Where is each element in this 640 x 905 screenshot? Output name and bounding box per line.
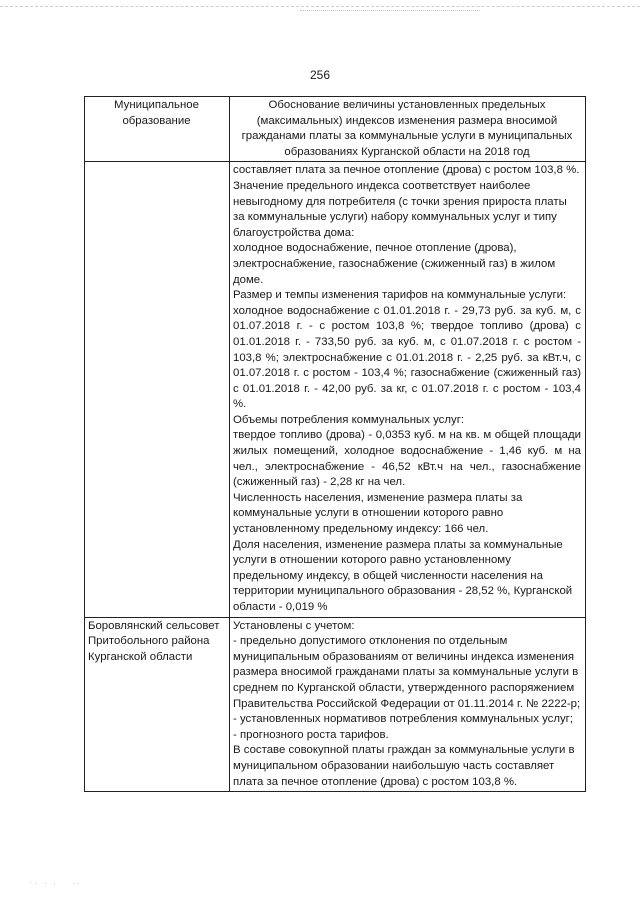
justification-table — [84, 96, 586, 792]
paragraph: - установленных нормативов потребления коммунальных услуг; — [233, 713, 573, 726]
row2-justification — [230, 617, 586, 792]
row1-municipality — [85, 162, 230, 617]
paragraph: Размер и темпы изменения тарифов на коммунальные услуги: — [233, 289, 567, 302]
paragraph: Установлены с учетом: — [233, 619, 355, 632]
paragraph: Объемы потребления коммунальных услуг: — [233, 413, 465, 426]
row1-justification — [230, 162, 586, 617]
scan-artifact-bottom: ·. . . .. — [30, 880, 82, 886]
header-municipality: Муниципальное образование — [85, 97, 230, 162]
row2-municipality: Боровлянский сельсовет Притобольного района Курганской области — [85, 617, 230, 792]
paragraph: Значение предельного индекса соответствует наиболее невыгодному для потребителя (с точки зрения прироста платы за коммунальные услуги) набору коммунальных услуг и типу благоустройства дома: — [233, 179, 567, 239]
page-number: 256 — [309, 68, 331, 82]
paragraph: составляет плата за печное отопление (дрова) с ростом 103,8 %. — [233, 164, 580, 177]
table-row — [85, 162, 586, 617]
paragraph: - прогнозного роста тарифов. — [233, 728, 389, 741]
table-header-row — [85, 97, 586, 162]
scan-artifact-top-dots — [300, 10, 480, 11]
table-row — [85, 617, 586, 792]
paragraph: В составе совокупной платы граждан за коммунальные услуги в муниципальном образовании наибольшую часть составляет плата за печное отопление (дрова) с ростом 103,8 %. — [233, 744, 575, 788]
header-justification: Обоснование величины установленных предельных (максимальных) индексов изменения размера вносимой гражданами платы за коммунальные услуги в муниципальных образованиях Курганской области на 2018 год — [230, 97, 586, 162]
paragraph: - предельно допустимого отклонения по отдельным муниципальным образованиям от величины индекса изменения размера вносимой гражданами платы за коммунальные услуги в среднем по Курганской области, утвержденного распоряжением Правительства Российской Федерации от 01.11.2014 г. № 2222-р; — [233, 635, 581, 710]
paragraph: Доля населения, изменение размера платы за коммунальные услуги в отношении которого равно установленному предельному индексу, в общей численности населения на территории муниципального образования - 28,52 %, Курганской области - 0,019 % — [233, 538, 573, 613]
paragraph: холодное водоснабжение с 01.01.2018 г. - 29,73 руб. за куб. м, с 01.07.2018 г. - с ростом 103,8 %; твердое топливо (дрова) с 01.01.2018 г. - 733,50 руб. за куб. м, с 01.07.2018 г. с ростом - 103,8 %; электроснабжение с 01.01.2018 г. - 2,25 руб. за кВт.ч, с 01.07.2018 г. с ростом - 103,4 %; газоснабжение (сжиженный газ) с 01.01.2018 г. - 42,00 руб. за кг, с 01.07.2018 г. с ростом - 103,4 %. — [233, 304, 581, 411]
paragraph: Численность населения, изменение размера платы за коммунальные услуги в отношении которого равно установленному предельному индексу: 166 чел. — [233, 491, 523, 536]
paragraph: твердое топливо (дрова) - 0,0353 куб. м на кв. м общей площади жилых помещений, холодное водоснабжение - 1,46 куб. м на чел., электроснабжение - 46,52 кВт.ч на чел., газоснабжение (сжиженный газ) - 2,28 кг на чел. — [233, 429, 581, 489]
paragraph: холодное водоснабжение, печное отопление (дрова), электроснабжение, газоснабжение (сжиженный газ) в жилом доме. — [233, 242, 556, 286]
